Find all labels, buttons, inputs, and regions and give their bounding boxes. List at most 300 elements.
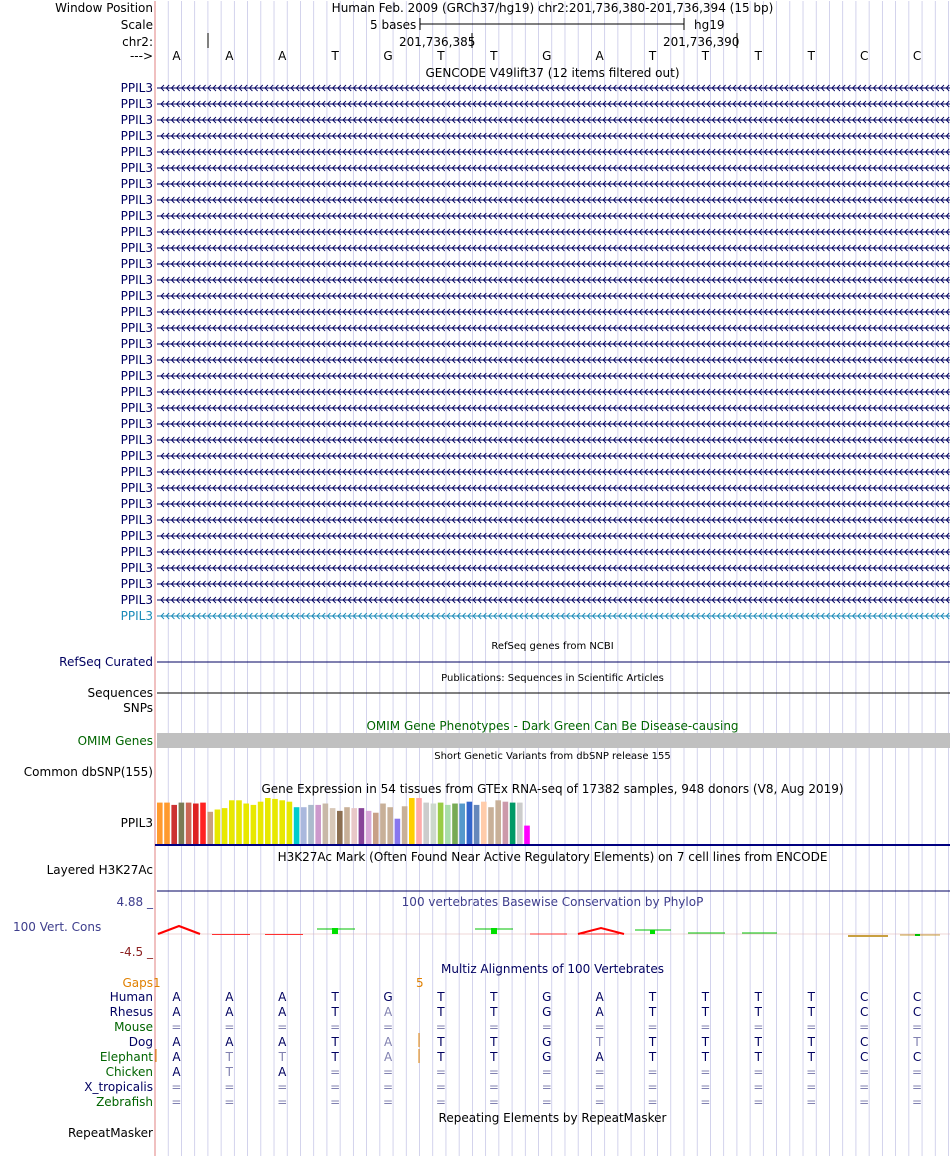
aligned-base: T bbox=[437, 990, 445, 1004]
aligned-base: T bbox=[701, 1050, 710, 1064]
gene-label[interactable]: PPIL3 bbox=[120, 529, 153, 543]
aligned-base: = bbox=[224, 1080, 235, 1094]
aligned-base: C bbox=[859, 1005, 869, 1019]
aligned-base: = bbox=[383, 1095, 394, 1109]
aligned-base: = bbox=[753, 1020, 764, 1034]
gene-intron-line[interactable] bbox=[155, 512, 950, 528]
gene-row[interactable] bbox=[0, 416, 950, 432]
gene-intron-line[interactable] bbox=[155, 224, 950, 240]
gtex-tissue-bar[interactable] bbox=[287, 802, 293, 844]
aligned-base: C bbox=[859, 1050, 869, 1064]
gene-label[interactable]: PPIL3 bbox=[120, 161, 153, 175]
conservation-plot[interactable] bbox=[155, 920, 950, 942]
repeatmasker-track-title: Repeating Elements by RepeatMasker bbox=[438, 1111, 667, 1125]
gene-intron-line[interactable] bbox=[155, 240, 950, 256]
aligned-base: = bbox=[330, 1020, 341, 1034]
publications-track-line bbox=[155, 692, 950, 695]
gtex-tissue-bar[interactable] bbox=[229, 800, 235, 844]
gene-label[interactable]: PPIL3 bbox=[120, 257, 153, 271]
gtex-tissue-bar[interactable] bbox=[243, 804, 249, 844]
gene-row[interactable] bbox=[0, 368, 950, 384]
scale-text: 5 bases bbox=[370, 18, 417, 32]
gene-label[interactable]: PPIL3 bbox=[120, 273, 153, 287]
aligned-base: T bbox=[754, 990, 763, 1004]
conservation-track-label[interactable]: 100 Vert. Cons bbox=[13, 920, 102, 934]
gene-intron-line[interactable] bbox=[155, 160, 950, 176]
gene-label[interactable]: PPIL3 bbox=[120, 385, 153, 399]
gene-row[interactable] bbox=[0, 160, 950, 176]
gene-row[interactable] bbox=[0, 400, 950, 416]
aligned-base: T bbox=[331, 1050, 339, 1064]
gtex-tissue-bar[interactable] bbox=[373, 813, 379, 844]
gene-label[interactable]: PPIL3 bbox=[120, 465, 153, 479]
species-label[interactable]: Mouse bbox=[114, 1020, 153, 1034]
gene-row[interactable] bbox=[0, 240, 950, 256]
species-label[interactable]: Human bbox=[109, 990, 153, 1004]
gtex-tissue-bar[interactable] bbox=[459, 804, 465, 844]
gene-intron-line[interactable] bbox=[155, 112, 950, 128]
gtex-tissue-bar[interactable] bbox=[186, 803, 192, 844]
reference-base: T bbox=[807, 49, 815, 63]
position-label-2: 201,736,390 bbox=[663, 35, 740, 49]
gtex-tissue-bar[interactable] bbox=[272, 799, 278, 844]
refseq-track-line bbox=[155, 661, 950, 664]
gtex-tissue-bar[interactable] bbox=[323, 804, 329, 844]
gene-label[interactable]: PPIL3 bbox=[120, 353, 153, 367]
gene-label[interactable]: PPIL3 bbox=[120, 321, 153, 335]
publications-track-label[interactable]: Sequences bbox=[87, 686, 153, 700]
refseq-track-title: RefSeq genes from NCBI bbox=[491, 641, 614, 652]
gene-row[interactable] bbox=[0, 224, 950, 240]
aligned-base: T bbox=[331, 1005, 339, 1019]
aligned-base: T bbox=[754, 1050, 763, 1064]
aligned-base: = bbox=[859, 1065, 870, 1079]
gene-row[interactable] bbox=[0, 528, 950, 544]
gtex-tissue-bar[interactable] bbox=[474, 805, 480, 844]
reference-base: T bbox=[490, 49, 498, 63]
aligned-base: A bbox=[278, 1065, 287, 1079]
gene-label[interactable]: PPIL3 bbox=[120, 177, 153, 191]
gene-row[interactable] bbox=[0, 96, 950, 112]
aligned-base: = bbox=[330, 1080, 341, 1094]
gene-row[interactable] bbox=[0, 80, 950, 96]
aligned-base: = bbox=[224, 1095, 235, 1109]
gtex-tissue-bar[interactable] bbox=[387, 807, 393, 844]
gene-label[interactable]: PPIL3 bbox=[120, 289, 153, 303]
gene-intron-line[interactable] bbox=[155, 464, 950, 480]
gtex-tissue-bar[interactable] bbox=[164, 803, 170, 844]
gtex-tissue-bar[interactable] bbox=[524, 826, 530, 844]
gtex-tissue-bar[interactable] bbox=[402, 806, 408, 844]
aligned-base: = bbox=[383, 1020, 394, 1034]
aligned-base: = bbox=[171, 1080, 182, 1094]
gene-intron-line[interactable] bbox=[155, 176, 950, 192]
gtex-tissue-bar[interactable] bbox=[431, 804, 437, 844]
gene-intron-line[interactable] bbox=[155, 208, 950, 224]
gene-intron-line[interactable] bbox=[155, 592, 950, 608]
gene-row[interactable] bbox=[0, 112, 950, 128]
aligned-base: A bbox=[278, 1035, 287, 1049]
species-label[interactable]: Chicken bbox=[105, 1065, 153, 1079]
aligned-base: T bbox=[807, 1035, 815, 1049]
refseq-track-label[interactable]: RefSeq Curated bbox=[59, 655, 153, 669]
aligned-base: = bbox=[330, 1065, 341, 1079]
gtex-tissue-bar[interactable] bbox=[171, 805, 177, 844]
gtex-tissue-bar[interactable] bbox=[157, 803, 163, 844]
gene-row[interactable] bbox=[0, 560, 950, 576]
aligned-base: A bbox=[383, 1005, 393, 1019]
snps-track-label[interactable]: SNPs bbox=[123, 701, 153, 715]
gene-label[interactable]: PPIL3 bbox=[120, 369, 153, 383]
aligned-base: = bbox=[435, 1020, 446, 1034]
gtex-tissue-bar[interactable] bbox=[258, 802, 264, 844]
aligned-base: = bbox=[859, 1080, 870, 1094]
gene-label[interactable]: PPIL3 bbox=[120, 401, 153, 415]
gtex-track-label[interactable]: PPIL3 bbox=[120, 816, 153, 830]
gtex-tissue-bar[interactable] bbox=[452, 804, 458, 844]
gene-row[interactable] bbox=[0, 144, 950, 160]
gene-row[interactable] bbox=[0, 176, 950, 192]
gene-row[interactable] bbox=[0, 464, 950, 480]
gtex-tissue-bar[interactable] bbox=[488, 807, 494, 844]
gtex-tissue-bar[interactable] bbox=[330, 808, 336, 844]
aligned-base: G bbox=[542, 1005, 552, 1019]
gene-row[interactable] bbox=[0, 352, 950, 368]
aligned-base: = bbox=[806, 1095, 817, 1109]
gene-intron-line[interactable] bbox=[155, 608, 950, 624]
aligned-base: = bbox=[277, 1020, 288, 1034]
gtex-tissue-bar[interactable] bbox=[294, 807, 300, 844]
insertion-mark bbox=[418, 1031, 422, 1065]
gtex-tissue-bar[interactable] bbox=[438, 803, 444, 844]
gene-intron-line[interactable] bbox=[155, 400, 950, 416]
gtex-tissue-bar[interactable] bbox=[337, 811, 343, 844]
aligned-base: = bbox=[594, 1095, 605, 1109]
aligned-base: = bbox=[435, 1065, 446, 1079]
aligned-base: A bbox=[595, 1050, 604, 1064]
gene-label[interactable]: PPIL3 bbox=[120, 113, 153, 127]
gtex-tissue-bar[interactable] bbox=[359, 808, 365, 844]
aligned-base: C bbox=[912, 1050, 922, 1064]
gene-label[interactable]: PPIL3 bbox=[120, 225, 153, 239]
gene-row[interactable] bbox=[0, 608, 950, 624]
aligned-base: = bbox=[594, 1020, 605, 1034]
gene-row[interactable] bbox=[0, 304, 950, 320]
aligned-base: T bbox=[437, 1005, 445, 1019]
gene-row[interactable] bbox=[0, 288, 950, 304]
species-label[interactable]: Zebrafish bbox=[96, 1095, 153, 1109]
gene-intron-line[interactable] bbox=[155, 256, 950, 272]
gtex-tissue-bar[interactable] bbox=[179, 803, 185, 844]
publications-track-title: Publications: Sequences in Scientific Articles bbox=[441, 673, 664, 684]
scale-bar bbox=[418, 16, 688, 32]
aligned-base: A bbox=[278, 990, 287, 1004]
gtex-tissue-bar[interactable] bbox=[366, 811, 372, 844]
gene-label[interactable]: PPIL3 bbox=[120, 545, 153, 559]
gtex-tissue-bar[interactable] bbox=[207, 812, 213, 844]
aligned-base: T bbox=[331, 990, 339, 1004]
gene-intron-line[interactable] bbox=[155, 288, 950, 304]
gene-intron-line[interactable] bbox=[155, 144, 950, 160]
aligned-base: T bbox=[331, 1035, 339, 1049]
gene-label[interactable]: PPIL3 bbox=[120, 97, 153, 111]
conservation-ymax: 4.88 _ bbox=[116, 895, 153, 909]
aligned-base: = bbox=[806, 1080, 817, 1094]
aligned-base: = bbox=[700, 1095, 711, 1109]
gtex-tissue-bar[interactable] bbox=[315, 805, 321, 844]
h3k27ac-track-title: H3K27Ac Mark (Often Found Near Active Regulatory Elements) on 7 cell lines from ENCODE bbox=[277, 850, 828, 864]
gtex-tissue-bar[interactable] bbox=[193, 804, 199, 844]
gene-label[interactable]: PPIL3 bbox=[120, 593, 153, 607]
gtex-tissue-bar[interactable] bbox=[423, 803, 429, 844]
aligned-base: T bbox=[437, 1035, 445, 1049]
gene-intron-line[interactable] bbox=[155, 384, 950, 400]
gene-row[interactable] bbox=[0, 448, 950, 464]
gene-label[interactable]: PPIL3 bbox=[120, 305, 153, 319]
gene-label[interactable]: PPIL3 bbox=[120, 609, 153, 623]
gene-label[interactable]: PPIL3 bbox=[120, 81, 153, 95]
aligned-base: = bbox=[753, 1065, 764, 1079]
assembly-position-text: Human Feb. 2009 (GRCh37/hg19) chr2:201,736,380-201,736,394 (15 bp) bbox=[331, 1, 774, 15]
aligned-base: T bbox=[278, 1050, 286, 1064]
aligned-base: A bbox=[172, 1035, 181, 1049]
gene-row[interactable] bbox=[0, 496, 950, 512]
gtex-tissue-bar[interactable] bbox=[222, 808, 228, 844]
gene-intron-line[interactable] bbox=[155, 480, 950, 496]
gene-label[interactable]: PPIL3 bbox=[120, 561, 153, 575]
aligned-base: = bbox=[594, 1080, 605, 1094]
species-label[interactable]: Dog bbox=[128, 1035, 153, 1049]
dbsnp-track-label[interactable]: Common dbSNP(155) bbox=[23, 765, 153, 779]
gtex-tissue-bar[interactable] bbox=[517, 803, 523, 844]
aligned-base: G bbox=[542, 1050, 552, 1064]
aligned-base: T bbox=[225, 1065, 234, 1079]
aligned-base: T bbox=[437, 1050, 445, 1064]
gene-label[interactable]: PPIL3 bbox=[120, 145, 153, 159]
aligned-base: C bbox=[859, 990, 869, 1004]
aligned-base: A bbox=[595, 990, 604, 1004]
gene-label[interactable]: PPIL3 bbox=[120, 129, 153, 143]
omim-track-label[interactable]: OMIM Genes bbox=[77, 734, 153, 748]
aligned-base: T bbox=[913, 1035, 921, 1049]
aligned-base: = bbox=[171, 1095, 182, 1109]
db-text: hg19 bbox=[694, 18, 725, 32]
aligned-base: A bbox=[383, 1035, 393, 1049]
reference-base: C bbox=[859, 49, 869, 63]
gtex-tissue-bar[interactable] bbox=[265, 798, 271, 844]
aligned-base: = bbox=[700, 1080, 711, 1094]
reference-base: C bbox=[912, 49, 922, 63]
reference-base: T bbox=[754, 49, 763, 63]
gtex-tissue-bar[interactable] bbox=[215, 810, 221, 845]
aligned-base: A bbox=[172, 1050, 181, 1064]
aligned-base: A bbox=[225, 1035, 234, 1049]
gene-intron-line[interactable] bbox=[155, 80, 950, 96]
gene-row[interactable] bbox=[0, 208, 950, 224]
aligned-base: = bbox=[330, 1095, 341, 1109]
gene-row[interactable] bbox=[0, 592, 950, 608]
gene-row[interactable] bbox=[0, 272, 950, 288]
gene-intron-line[interactable] bbox=[155, 496, 950, 512]
gene-intron-line[interactable] bbox=[155, 96, 950, 112]
gaps-label: Gaps bbox=[122, 976, 153, 990]
gene-intron-line[interactable] bbox=[155, 416, 950, 432]
gene-label[interactable]: PPIL3 bbox=[120, 337, 153, 351]
gtex-tissue-bar[interactable] bbox=[380, 804, 386, 844]
aligned-base: A bbox=[225, 1005, 234, 1019]
gtex-tissue-bar[interactable] bbox=[236, 800, 242, 844]
aligned-base: = bbox=[435, 1080, 446, 1094]
species-label[interactable]: Rhesus bbox=[109, 1005, 153, 1019]
gtex-tissue-bar[interactable] bbox=[467, 802, 473, 844]
gene-label[interactable]: PPIL3 bbox=[120, 241, 153, 255]
h3k27ac-track-label[interactable]: Layered H3K27Ac bbox=[46, 863, 153, 877]
aligned-base: = bbox=[859, 1020, 870, 1034]
aligned-base: T bbox=[807, 1050, 815, 1064]
aligned-base: T bbox=[701, 990, 710, 1004]
aligned-base: = bbox=[541, 1020, 552, 1034]
gene-intron-line[interactable] bbox=[155, 272, 950, 288]
gene-intron-line[interactable] bbox=[155, 336, 950, 352]
aligned-base: = bbox=[488, 1095, 499, 1109]
gene-intron-line[interactable] bbox=[155, 576, 950, 592]
gene-intron-line[interactable] bbox=[155, 560, 950, 576]
aligned-base: G bbox=[383, 990, 393, 1004]
gene-row[interactable] bbox=[0, 192, 950, 208]
aligned-base: G bbox=[542, 990, 552, 1004]
gene-label[interactable]: PPIL3 bbox=[120, 513, 153, 527]
gtex-tissue-bar[interactable] bbox=[308, 805, 314, 844]
gtex-tissue-bar[interactable] bbox=[351, 808, 357, 844]
insertion-mark bbox=[155, 1046, 159, 1064]
aligned-base: T bbox=[701, 1005, 710, 1019]
gene-intron-line[interactable] bbox=[155, 528, 950, 544]
conservation-track-title: 100 vertebrates Basewise Conservation by PhyloP bbox=[401, 895, 704, 909]
gene-row[interactable] bbox=[0, 544, 950, 560]
gene-label[interactable]: PPIL3 bbox=[120, 433, 153, 447]
gtex-tissue-bar[interactable] bbox=[301, 807, 307, 844]
gene-label[interactable]: PPIL3 bbox=[120, 417, 153, 431]
gene-intron-line[interactable] bbox=[155, 320, 950, 336]
aligned-base: A bbox=[278, 1005, 287, 1019]
gtex-tissue-bar[interactable] bbox=[416, 798, 422, 844]
repeatmasker-track-label[interactable]: RepeatMasker bbox=[67, 1126, 153, 1140]
aligned-base: G bbox=[542, 1035, 552, 1049]
gtex-tissue-bar[interactable] bbox=[200, 803, 206, 844]
aligned-base: = bbox=[541, 1095, 552, 1109]
aligned-base: T bbox=[648, 1050, 657, 1064]
aligned-base: = bbox=[541, 1065, 552, 1079]
position-tick bbox=[470, 33, 474, 49]
gtex-bar-chart[interactable] bbox=[155, 796, 950, 848]
aligned-base: = bbox=[753, 1080, 764, 1094]
gene-intron-line[interactable] bbox=[155, 192, 950, 208]
aligned-base: T bbox=[648, 990, 657, 1004]
gene-intron-line[interactable] bbox=[155, 448, 950, 464]
gene-intron-line[interactable] bbox=[155, 368, 950, 384]
reference-base: A bbox=[278, 49, 287, 63]
multiz-track-title: Multiz Alignments of 100 Vertebrates bbox=[440, 962, 665, 976]
aligned-base: = bbox=[912, 1020, 923, 1034]
position-tick bbox=[206, 33, 210, 49]
aligned-base: T bbox=[754, 1005, 763, 1019]
aligned-base: T bbox=[595, 1035, 604, 1049]
gene-label[interactable]: PPIL3 bbox=[120, 193, 153, 207]
gene-row[interactable] bbox=[0, 336, 950, 352]
aligned-base: T bbox=[648, 1005, 657, 1019]
aligned-base: = bbox=[647, 1095, 658, 1109]
chrom-label: chr2: bbox=[122, 35, 153, 49]
gtex-tissue-bar[interactable] bbox=[395, 819, 401, 844]
aligned-base: = bbox=[277, 1080, 288, 1094]
gene-label[interactable]: PPIL3 bbox=[120, 497, 153, 511]
aligned-base: = bbox=[859, 1095, 870, 1109]
window-position-label: Window Position bbox=[55, 1, 153, 15]
gene-intron-line[interactable] bbox=[155, 352, 950, 368]
gtex-tissue-bar[interactable] bbox=[510, 803, 516, 844]
aligned-base: = bbox=[488, 1065, 499, 1079]
gene-label[interactable]: PPIL3 bbox=[120, 481, 153, 495]
aligned-base: = bbox=[912, 1080, 923, 1094]
gene-row[interactable] bbox=[0, 256, 950, 272]
aligned-base: A bbox=[172, 1065, 181, 1079]
gene-row[interactable] bbox=[0, 512, 950, 528]
aligned-base: = bbox=[171, 1020, 182, 1034]
gtex-tissue-bar[interactable] bbox=[481, 802, 487, 844]
aligned-base: = bbox=[700, 1020, 711, 1034]
reference-base: T bbox=[648, 49, 657, 63]
gtex-tissue-bar[interactable] bbox=[251, 805, 257, 844]
gtex-tissue-bar[interactable] bbox=[279, 800, 285, 844]
gene-row[interactable] bbox=[0, 432, 950, 448]
gene-intron-line[interactable] bbox=[155, 304, 950, 320]
aligned-base: A bbox=[595, 1005, 604, 1019]
reference-base: G bbox=[383, 49, 393, 63]
gtex-tissue-bar[interactable] bbox=[503, 802, 509, 844]
gene-row[interactable] bbox=[0, 384, 950, 400]
reference-base: A bbox=[595, 49, 604, 63]
gene-intron-line[interactable] bbox=[155, 432, 950, 448]
aligned-base: A bbox=[225, 990, 234, 1004]
gene-row[interactable] bbox=[0, 576, 950, 592]
omim-gene-bar[interactable] bbox=[157, 733, 950, 748]
gene-intron-line[interactable] bbox=[155, 544, 950, 560]
species-label[interactable]: X_tropicalis bbox=[84, 1080, 153, 1094]
gene-label[interactable]: PPIL3 bbox=[120, 449, 153, 463]
gene-label[interactable]: PPIL3 bbox=[120, 577, 153, 591]
species-label[interactable]: Elephant bbox=[99, 1050, 153, 1064]
reference-base: T bbox=[437, 49, 445, 63]
gtex-tissue-bar[interactable] bbox=[409, 798, 415, 844]
gene-row[interactable] bbox=[0, 320, 950, 336]
gtex-tissue-bar[interactable] bbox=[445, 805, 451, 844]
gene-label[interactable]: PPIL3 bbox=[120, 209, 153, 223]
reference-base: A bbox=[172, 49, 181, 63]
aligned-base: = bbox=[753, 1095, 764, 1109]
gene-row[interactable] bbox=[0, 480, 950, 496]
gene-intron-line[interactable] bbox=[155, 128, 950, 144]
gtex-tissue-bar[interactable] bbox=[495, 800, 501, 844]
gene-row[interactable] bbox=[0, 128, 950, 144]
aligned-base: = bbox=[541, 1080, 552, 1094]
position-tick bbox=[735, 33, 739, 49]
reference-base: G bbox=[542, 49, 552, 63]
gtex-track-title: Gene Expression in 54 tissues from GTEx RNA-seq of 17382 samples, 948 donors (V8, Aug 2019) bbox=[261, 782, 844, 796]
gtex-tissue-bar[interactable] bbox=[344, 807, 350, 844]
aligned-base: = bbox=[700, 1065, 711, 1079]
position-label-1: 201,736,385 bbox=[399, 35, 476, 49]
aligned-base: C bbox=[912, 990, 922, 1004]
